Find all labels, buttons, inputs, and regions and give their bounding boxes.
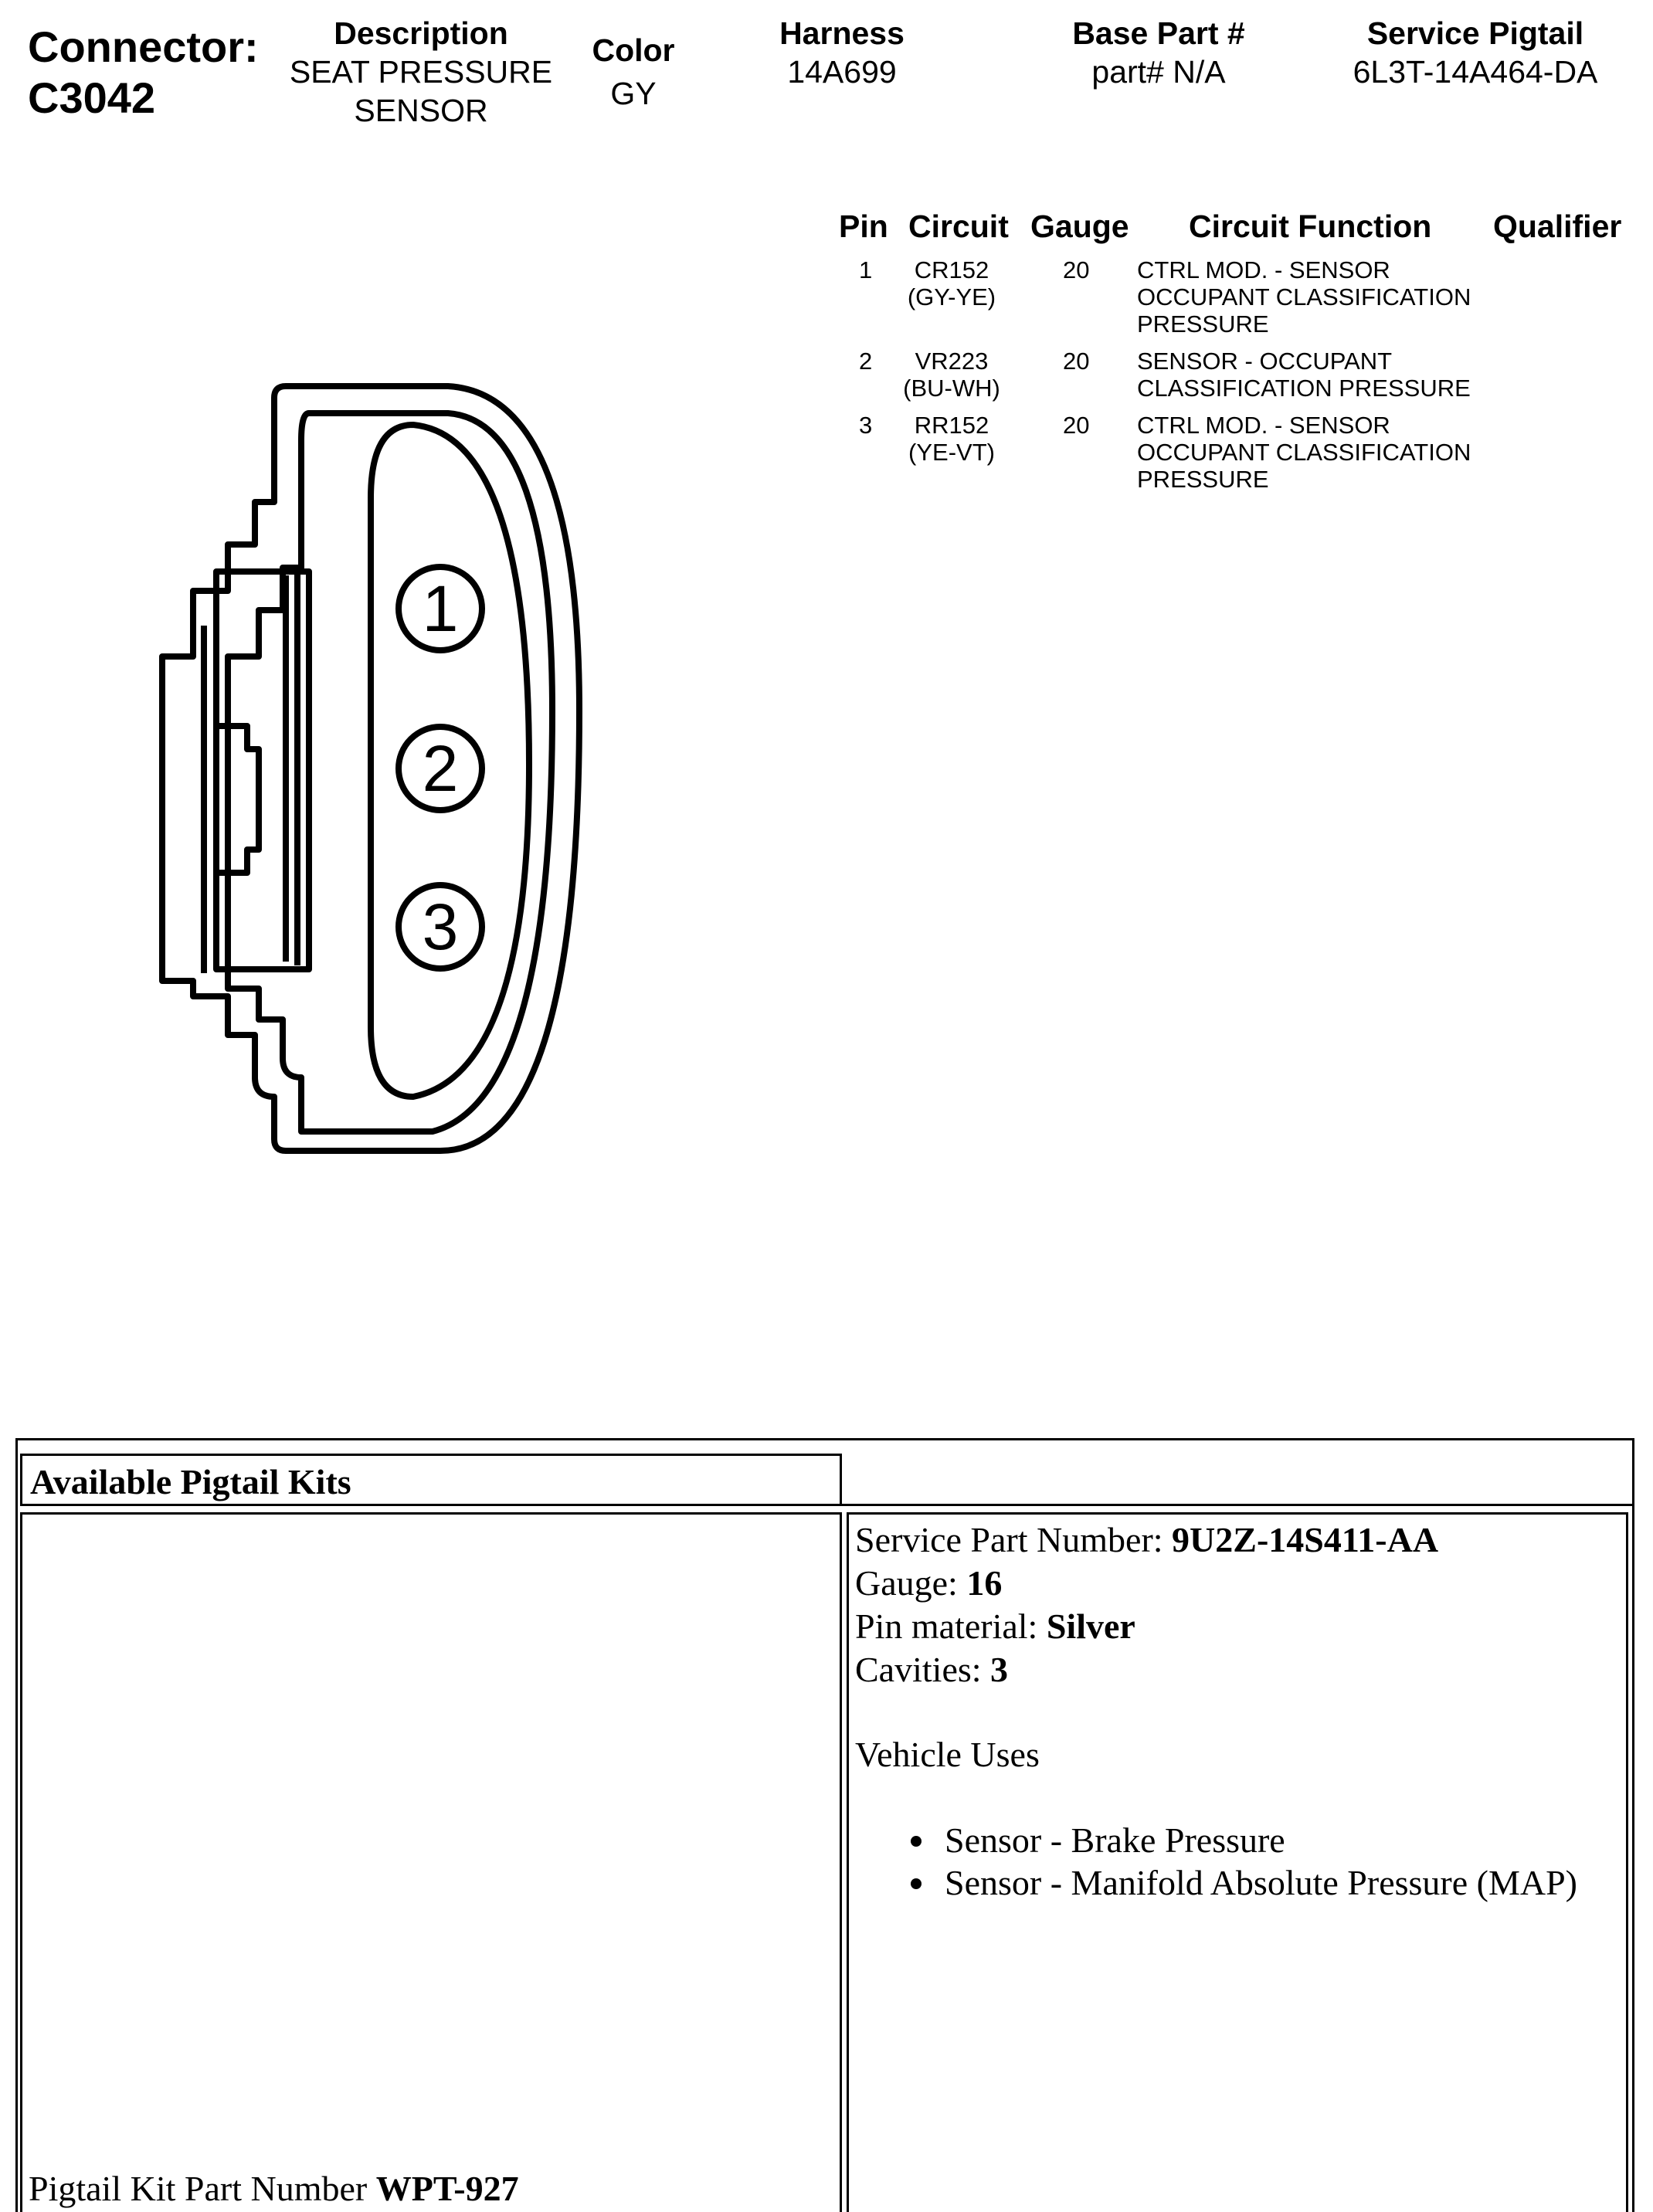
base-part-column xyxy=(1027,14,1290,91)
circuit-color: (YE-VT) xyxy=(908,439,995,466)
gauge-spec-value: 16 xyxy=(966,1563,1003,1603)
gauge-value: 20 xyxy=(1063,256,1090,283)
connector-label: Connector: xyxy=(28,22,259,71)
pigtail-kit-part-line xyxy=(29,2169,519,2209)
pigtail-kits-heading: Available Pigtail Kits xyxy=(30,1462,351,1501)
circuit-id: RR152 xyxy=(914,412,989,439)
gauge-line xyxy=(855,1562,1002,1604)
circuit-cell xyxy=(898,348,1006,402)
circuit-function: SENSOR - OCCUPANT CLASSIFICATION PRESSURE xyxy=(1137,348,1471,402)
vehicle-uses-heading: Vehicle Uses xyxy=(855,1735,1040,1774)
circuit-id: CR152 xyxy=(914,256,989,283)
description-column xyxy=(272,14,570,130)
service-part-line xyxy=(855,1519,1438,1561)
service-pigtail-column xyxy=(1313,14,1638,91)
color-value: GY xyxy=(610,76,657,111)
pin-label-1: 1 xyxy=(422,572,459,645)
circuit-header: Circuit xyxy=(908,209,1009,244)
cavities-line xyxy=(855,1649,1008,1691)
pigtail-kit-image-cell xyxy=(20,1512,842,2212)
gauge-header: Gauge xyxy=(1030,209,1129,244)
circuit-id: VR223 xyxy=(915,348,989,375)
base-part-value: part# N/A xyxy=(1091,54,1226,90)
harness-value: 14A699 xyxy=(787,54,897,90)
circuit-cell xyxy=(898,256,1006,310)
cavities-label: Cavities: xyxy=(855,1650,991,1689)
gauge-value: 20 xyxy=(1063,348,1090,375)
bullet-icon xyxy=(911,1836,922,1847)
service-pigtail-heading: Service Pigtail xyxy=(1366,15,1584,51)
qualifier-header: Qualifier xyxy=(1493,209,1622,244)
connector-id: C3042 xyxy=(28,73,156,122)
vehicle-uses-list xyxy=(911,1819,1606,1904)
service-pigtail-value: 6L3T-14A464-DA xyxy=(1353,54,1598,90)
circuit-function: CTRL MOD. - SENSOR OCCUPANT CLASSIFICATION PRESSURE xyxy=(1137,412,1471,493)
list-item xyxy=(911,1819,1606,1861)
pigtail-kits-header-spacer xyxy=(842,1454,1634,1506)
gauge-label: Gauge: xyxy=(855,1563,967,1603)
pigtail-kits-header-cell xyxy=(20,1454,842,1506)
pin-number: 2 xyxy=(859,348,873,375)
pin-material-value: Silver xyxy=(1046,1606,1135,1646)
connector-face-diagram xyxy=(147,378,595,1174)
service-part-label: Service Part Number: xyxy=(855,1520,1173,1559)
circuit-function: CTRL MOD. - SENSOR OCCUPANT CLASSIFICATION PRESSURE xyxy=(1137,256,1471,338)
circuit-cell xyxy=(898,412,1006,466)
pin-number: 3 xyxy=(859,412,873,439)
circuit-color: (GY-YE) xyxy=(907,283,996,310)
pin-label-2: 2 xyxy=(422,732,459,805)
connector-id-block xyxy=(28,22,259,124)
harness-heading: Harness xyxy=(779,15,905,51)
description-heading: Description xyxy=(334,15,508,51)
pin-label-3: 3 xyxy=(422,891,459,963)
pin-material-line xyxy=(855,1606,1135,1647)
description-line-2: SENSOR xyxy=(354,93,488,128)
circuit-color: (BU-WH) xyxy=(903,375,1000,402)
harness-column xyxy=(734,14,950,91)
latch-inner xyxy=(286,572,297,965)
pin-number: 1 xyxy=(859,256,873,283)
cavities-value: 3 xyxy=(990,1650,1009,1689)
vehicle-use-text: Sensor - Brake Pressure xyxy=(945,1820,1285,1860)
list-item xyxy=(911,1861,1606,1904)
pigtail-kit-details-cell xyxy=(847,1512,1628,2212)
bullet-icon xyxy=(911,1878,922,1889)
vehicle-use-text: Sensor - Manifold Absolute Pressure (MAP) xyxy=(945,1863,1577,1902)
pigtail-kit-part-label: Pigtail Kit Part Number xyxy=(29,2169,376,2208)
description-line-1: SEAT PRESSURE xyxy=(289,54,553,90)
service-part-number: 9U2Z-14S411-AA xyxy=(1172,1520,1439,1559)
color-heading: Color xyxy=(592,32,675,68)
gauge-value: 20 xyxy=(1063,412,1090,439)
latch-tab xyxy=(216,726,259,873)
pigtail-kit-part-number: WPT-927 xyxy=(375,2169,519,2208)
base-part-heading: Base Part # xyxy=(1072,15,1245,51)
pin-header: Pin xyxy=(839,209,888,244)
pin-material-label: Pin material: xyxy=(855,1606,1047,1646)
circuit-function-header: Circuit Function xyxy=(1189,209,1432,244)
color-column xyxy=(572,31,695,113)
